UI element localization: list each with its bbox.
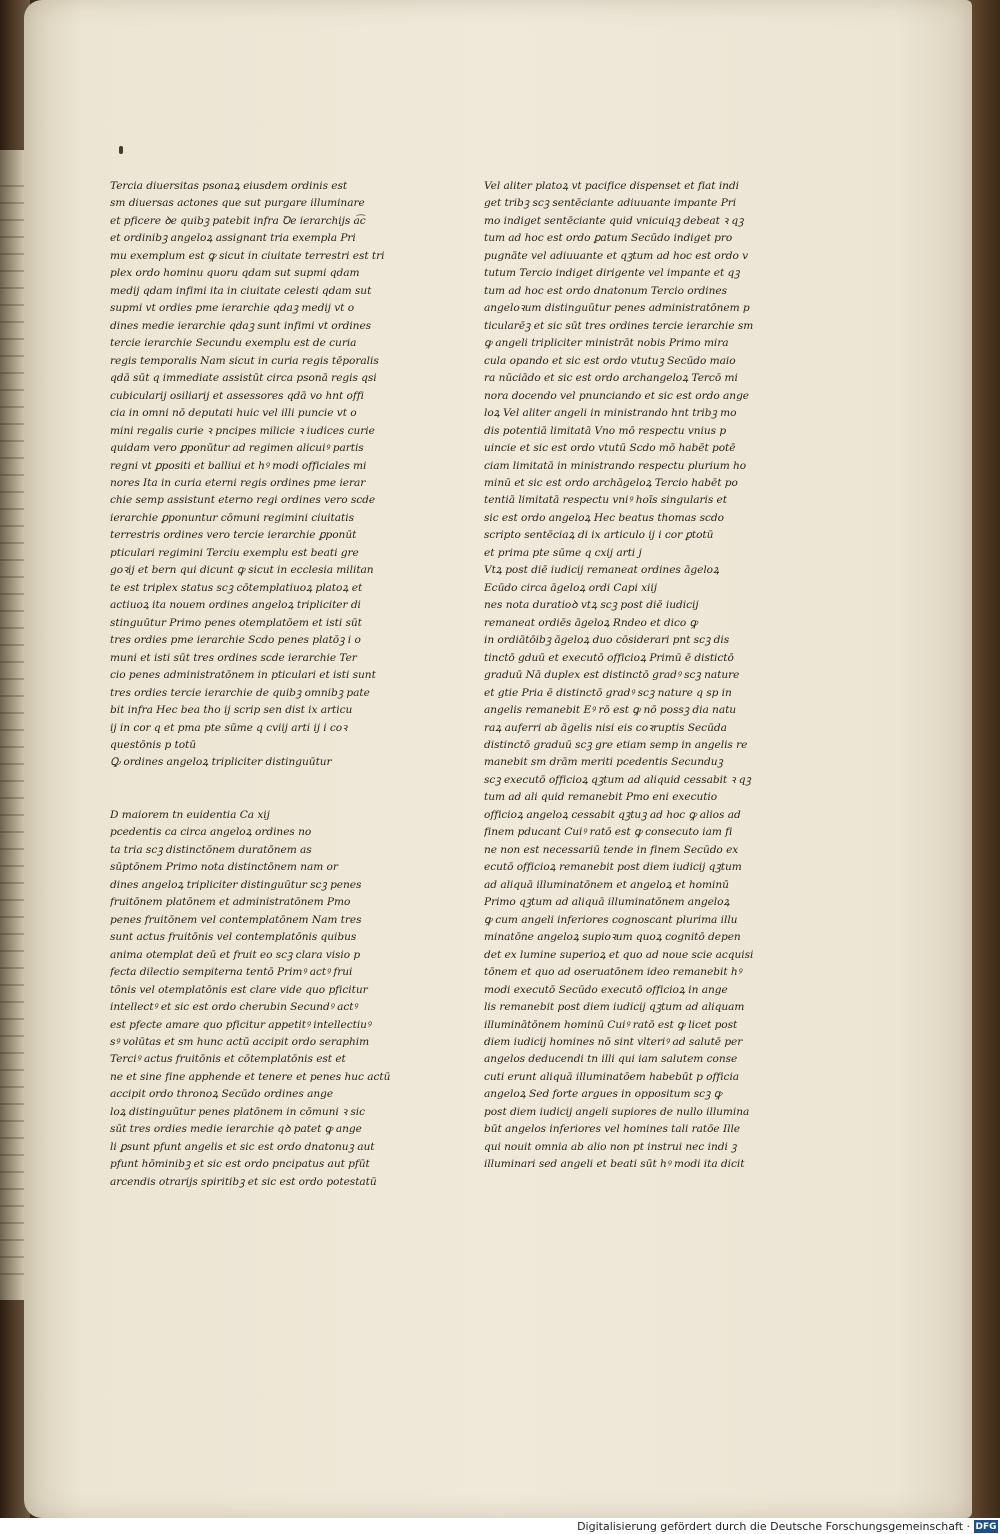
text-line: ne et sine fine apphende et tenere et penes huc actū [110,1070,391,1083]
text-line: Ecūdo circa āgeloꝝ ordi Capi xiij [484,581,657,594]
text-line: angeloꝛum distinguūtur penes administratōnem p [484,302,750,315]
text-line: loꝝ Vel aliter angeli in ministrando hnt tribꝫ mo [484,407,737,420]
text-line: ciam limitatā in ministrando respectu plurium ho [484,459,747,472]
text-line: distinctō graduū scꝫ gre etiam semp in angelis re [484,739,748,751]
text-line: ra nūciādo et sic est ordo archangeloꝝ Tercō mi [484,372,738,385]
text-line: et ordinibꝫ angeloꝝ assignant tria exempla Pri [110,232,356,245]
text-line: nora docendo vel pnunciando et sic est ordo ange [484,389,750,402]
text-line: muni et isti sūt tres ordines scde ierarchie Ter [110,651,357,664]
text-line: get tribꝫ scꝫ sentēciante adiuuante impante Pri [484,197,737,210]
text-line: sūt tres ordies medie ierarchie qꝺ patet ꝙ ange [110,1123,362,1136]
text-line: et pficere ꝺe quibꝫ patebit infra Ꝺe ierarchijs a͡c [110,214,366,227]
text-line: Terciꝰ actus fruitōnis et cōtemplatōnis est et [110,1053,346,1066]
text-line: fecta dilectio sempiterna tentō Primꝰ actꝰ frui [110,966,353,979]
text-line: pfunt hōminibꝫ et sic est ordo pncipatus aut pfūt [110,1158,370,1171]
text-line: chie semp assistunt eterno regi ordines vero scde [110,494,376,507]
text-line: tōnem et quo ad oseruatōnem ideo remanebit hꝰ [484,966,742,979]
text-line: plex ordo hominu quoru qdam sut supmi qdam [110,267,360,280]
text-line: Vel aliter platoꝝ vt pacifice dispenset et fiat indi [484,180,740,192]
text-line: diem iudicij homines nō sint vlteriꝰ ad salutē per [484,1035,743,1048]
text-line: tercie ierarchie Secundu exemplu est de curia [110,337,357,350]
text-line: et prima pte sūme q cxij arti j [484,546,642,559]
text-line: D maiorem tn euidentia Ca xij [110,808,270,821]
text-line: ad aliquā illuminatōnem et angeloꝝ et hominū [484,878,729,891]
text-line: regni vt ꝑpositi et balliui et hꝰ modi officiales mi [110,459,367,472]
text-line: pcedentis ca circa angeloꝝ ordines no [110,826,312,839]
text-line: penes fruitōnem vel contemplatōnem Nam tres [110,913,362,926]
text-line: sunt actus fruitōnis vel contemplatōnis quibus [110,931,357,944]
text-line: dines medie ierarchie qdaꝫ sunt infimi vt ordines [110,319,372,332]
text-line: tum ad ali quid remanebit Pmo eni executio [484,791,718,804]
text-line: tum ad hoc est ordo dnatonum Tercio ordines [484,284,728,297]
text-line: nores Ita in curia eterni regis ordines pme ierar [110,476,366,489]
text-line: ꝙ cum angeli inferiores cognoscant plurima illu [484,913,738,926]
text-line: illuminātōnem hominū Cuiꝰ ratō est ꝙ licet post [484,1018,738,1031]
text-column-left [110,178,406,1191]
text-line: cio penes administratōnem in pticulari et isti sunt [110,669,376,682]
text-line: te est triplex status scꝫ cōtemplatiuoꝝ platoꝝ et [110,581,363,594]
text-line: tutum Tercio indiget dirigente vel impante et qꝫ [484,267,740,280]
text-line: anima otemplat deū et fruit eo scꝫ clara visio p [110,948,361,961]
text-line: regis temporalis Nam sicut in curia regis tēporalis [110,354,379,367]
text-line: mo indiget sentēciante quid vnicuiqꝫ debeat ꝛ qꝫ [484,214,744,227]
text-line: cula opando et sic est ordo vtutuꝫ Secūdo maio [484,354,736,367]
text-line: sm diuersas actones que sut purgare illuminare [110,197,365,210]
text-line: goꝛij et bern qui dicunt ꝙ sicut in ecclesia militan [110,564,374,577]
text-line: modi executō Secūdo executō officioꝝ in ange [484,983,728,996]
text-line: sic est ordo angeloꝝ Hec beatus thomas scdo [484,511,724,524]
text-line: cia in omni nō deputati huic vel illi puncie vt o [110,407,357,420]
text-line: ecutō officioꝝ remanebit post diem iudicij qꝫtum [484,861,742,874]
text-line: Ꝙ ordines angeloꝝ tripliciter distinguūtur [110,756,332,769]
text-line: scripto sentēciaꝝ di ix articulo ij i cor ꝑtotū [484,529,714,542]
text-line: intellectꝰ et sic est ordo cherubin Secundꝰ actꝰ [110,1001,358,1014]
text-line: actiuoꝝ ita nouem ordines angeloꝝ tripliciter di [110,599,361,612]
text-line: arcendis otrarijs spiritibꝫ et sic est ordo potestatū [110,1175,377,1188]
text-line: qui nouit omnia ab alio non pt instrui nec indi ꝫ [484,1140,737,1153]
text-line: dis potentiā limitatā Vno mō respectu vnius p [484,424,727,437]
text-line: minatōne angeloꝝ supioꝛum quoꝝ cognitō depen [484,931,741,944]
text-line [110,772,406,789]
text-line: tum ad hoc est ordo ꝑatum Secūdo indiget pro [484,232,733,245]
text-line: sūptōnem Primo nota distinctōnem nam or [110,861,338,874]
text-line: accipit ordo thronoꝝ Secūdo ordines ange [110,1088,334,1101]
text-line: questōnis p totū [110,739,197,751]
text-line: tōnis vel otemplatōnis est clare vide quo pficitur [110,983,368,996]
text-line: angelos deducendi tn illi qui iam salutem conse [484,1053,738,1066]
text-line: stinguūtur Primo penes otemplatōem et isti sūt [110,616,362,629]
text-line: raꝝ auferri ab āgelis nisi eis coꝛruptis Secūda [484,721,727,734]
text-line: angelis remanebit Eꝰ rō est ꝙ nō possꝫ dia natu [484,704,737,717]
text-line: angeloꝝ Sed forte argues in oppositum scꝫ ꝙ [484,1088,722,1101]
text-line: nes nota duratioꝺ vtꝝ scꝫ post diē iudicij [484,599,699,612]
text-line: tres ordies tercie ierarchie de quibꝫ omnibꝫ pate [110,686,370,699]
text-line: mu exemplum est ꝙ sicut in ciuitate terrestri est tri [110,249,385,262]
text-line: post diem iudicij angeli supiores de nullo illumina [484,1105,750,1118]
text-line: supmi vt ordies pme ierarchie qdaꝫ medij vt o [110,302,355,315]
text-line: graduū Nā duplex est distinctō gradꝰ scꝫ nature [484,669,740,682]
text-line: ne non est necessariū tende in finem Secūdo ex [484,843,739,856]
text-line: Tercia diuersitas psonaꝝ eiusdem ordinis est [110,180,348,192]
text-line: est pfecte amare quo pficitur appetitꝰ intellectiuꝰ [110,1018,371,1031]
text-line: officioꝝ angeloꝝ cessabit qꝫtuꝫ ad hoc ꝙ alios ad [484,808,741,821]
text-line: uincie et sic est ordo vtutū Scdo mō habēt potē [484,442,736,455]
text-line: mini regalis curie ꝛ pncipes milicie ꝛ iudices curie [110,424,375,437]
text-line: quidam vero ꝑponūtur ad regimen alicuiꝰ partis [110,442,364,455]
text-line: ij in cor q et pma pte sūme q cviij arti ij i coꝛ [110,721,348,734]
text-line: li ꝑsunt pfunt angelis et sic est ordo dnatonuꝫ aut [110,1140,375,1153]
text-line: minū et sic est ordo archāgeloꝝ Tercio habēt po [484,476,738,489]
text-line: det ex lumine superioꝝ et quo ad noue scie acquisi [484,948,754,961]
text-line: pugnāte vel adiuuante et qꝫtum ad hoc est ordo v [484,249,749,262]
text-line: manebit sm drām meriti pcedentis Secunduꝫ [484,756,723,769]
text-line: et gtie Pria ē distinctō gradꝰ scꝫ nature q sp in [484,686,732,699]
text-line: in ordiātōibꝫ āgeloꝝ duo cōsiderari pnt scꝫ dis [484,634,730,647]
text-line: būt angelos inferiores vel homines tali ratōe Ille [484,1123,740,1136]
text-line: Primo qꝫtum ad aliquā illuminatōnem angeloꝝ [484,896,730,909]
text-column-right [484,178,799,1174]
footer-bar [0,1518,1000,1534]
text-line: dines angeloꝝ tripliciter distinguūtur scꝫ penes [110,878,362,891]
page-mark [119,146,123,154]
text-line: qdā sūt q immediate assistūt circa psonā regis qsi [110,372,377,385]
text-line: ta tria scꝫ distinctōnem duratōnem as [110,843,312,856]
text-line: tinctō gduū et executō officioꝝ Primū ē distictō [484,651,734,664]
text-line: pticulari regimini Terciu exemplu est beati gre [110,546,359,559]
footer-credit: Digitalisierung gefördert durch die Deutsche Forschungsgemeinschaft · [577,1520,970,1533]
text-line: ierarchie ꝑponuntur cōmuni regimini ciuitatis [110,511,354,524]
text-line: ꝙ angeli tripliciter ministrāt nobis Primo mira [484,337,729,350]
text-line: Vtꝝ post diē iudicij remaneat ordines āgeloꝝ [484,564,720,577]
text-line: tres ordies pme ierarchie Scdo penes platōꝫ i o [110,634,361,647]
text-line: medij qdam infimi ita in ciuitate celesti qdam sut [110,284,372,297]
text-line: sꝰ volūtas et sm hunc actū accipit ordo seraphim [110,1035,370,1048]
text-line: scꝫ executō officioꝝ qꝫtum ad aliquid cessabit ꝛ qꝫ [484,773,751,786]
text-line: illuminari sed angeli et beati sūt hꝰ modi ita dicit [484,1158,745,1171]
text-line [110,789,406,806]
text-line: lis remanebit post diem iudicij qꝫtum ad aliquam [484,1001,745,1014]
text-line: finem pducant Cuiꝰ ratō est ꝙ consecuto iam fi [484,826,733,839]
text-line: ticularēꝫ et sic sūt tres ordines tercie ierarchie sm [484,319,754,332]
text-line: tentiā limitatā respectu vniꝰ hoīs singularis et [484,494,727,507]
text-line: loꝝ distinguūtur penes platōnem in cōmuni ꝛ sic [110,1105,365,1118]
text-line: fruitōnem platōnem et administratōnem Pmo [110,896,351,909]
dfg-logo: DFG [975,1521,997,1532]
text-line: terrestris ordines vero tercie ierarchie ꝑponūt [110,529,357,542]
text-line: bit infra Hec bea tho ij scrip sen dist ix articu [110,704,353,717]
text-line: cuti erunt aliquā illuminatōem habebūt p officia [484,1070,740,1083]
text-line: cubicularij osiliarij et assessores qdā vo hnt offi [110,389,364,402]
text-line: remaneat ordiēs āgeloꝝ Rndeo et dico ꝙ [484,616,698,629]
